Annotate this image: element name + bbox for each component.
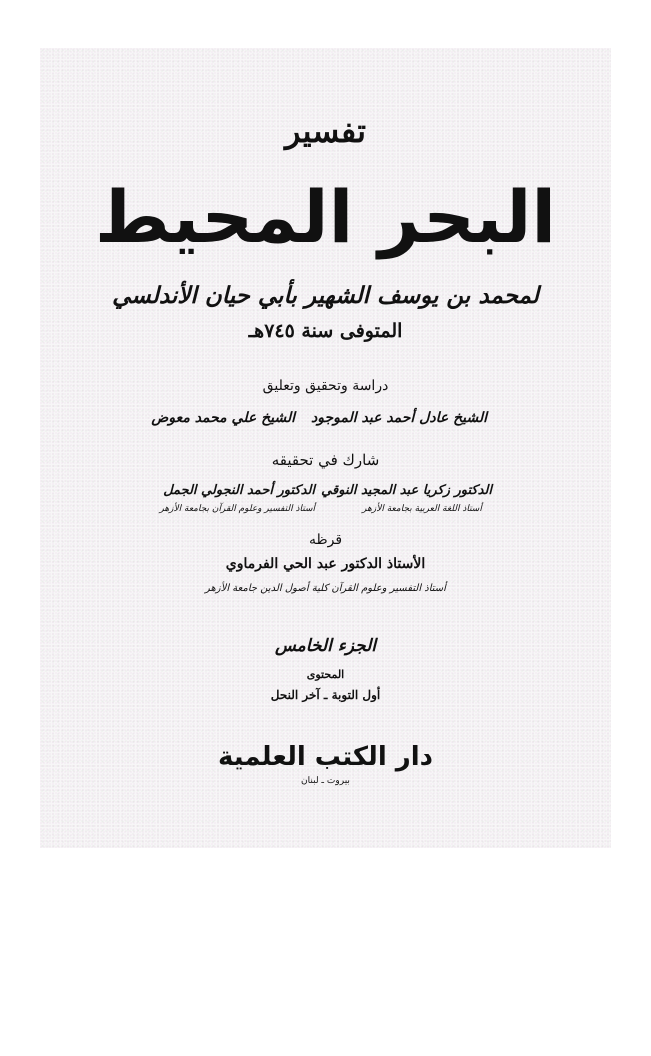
- publisher-logo: دار الكتب العلمية: [217, 742, 434, 772]
- title-prefix: تفسير: [285, 112, 366, 150]
- editor-name: الشيخ علي محمد معوض: [151, 410, 295, 426]
- contributor-name: الدكتور زكريا عبد المجيد النوقي: [321, 483, 492, 498]
- contributor: [159, 480, 315, 516]
- foreword-author: الأستاذ الدكتور عبد الحي الفرماوي: [225, 556, 426, 572]
- foreword-affiliation: أستاذ التفسير وعلوم القرآن كلية أصول الدين جامعة الأزهر: [205, 583, 446, 594]
- volume-number: الجزء الخامس: [274, 636, 376, 656]
- book-cover-page: [40, 48, 611, 848]
- contents-range: أول التوبة ـ آخر النحل: [270, 688, 381, 702]
- editor-name: الشيخ عادل أحمد عبد الموجود: [311, 410, 487, 426]
- foreword-label: قرظه: [308, 532, 343, 548]
- contributor-affiliation: أستاذ التفسير وعلوم القرآن بجامعة الأزهر: [159, 504, 315, 514]
- contributor-affiliation: أستاذ اللغة العربية بجامعة الأزهر: [362, 504, 482, 514]
- book-title: البحر المحيط: [94, 175, 557, 259]
- contributor: [321, 480, 492, 516]
- author-death-year: المتوفى سنة ٧٤٥هـ: [248, 320, 403, 342]
- participated-label: شارك في تحقيقه: [271, 451, 380, 469]
- author-name: لمحمد بن يوسف الشهير بأبي حيان الأندلسي: [112, 282, 539, 309]
- study-label: دراسة وتحقيق وتعليق: [262, 378, 389, 394]
- contributor-name: الدكتور أحمد النجولي الجمل: [163, 483, 315, 498]
- publisher-city: بيروت ـ لبنان: [301, 776, 350, 786]
- contents-label: المحتوى: [306, 668, 345, 681]
